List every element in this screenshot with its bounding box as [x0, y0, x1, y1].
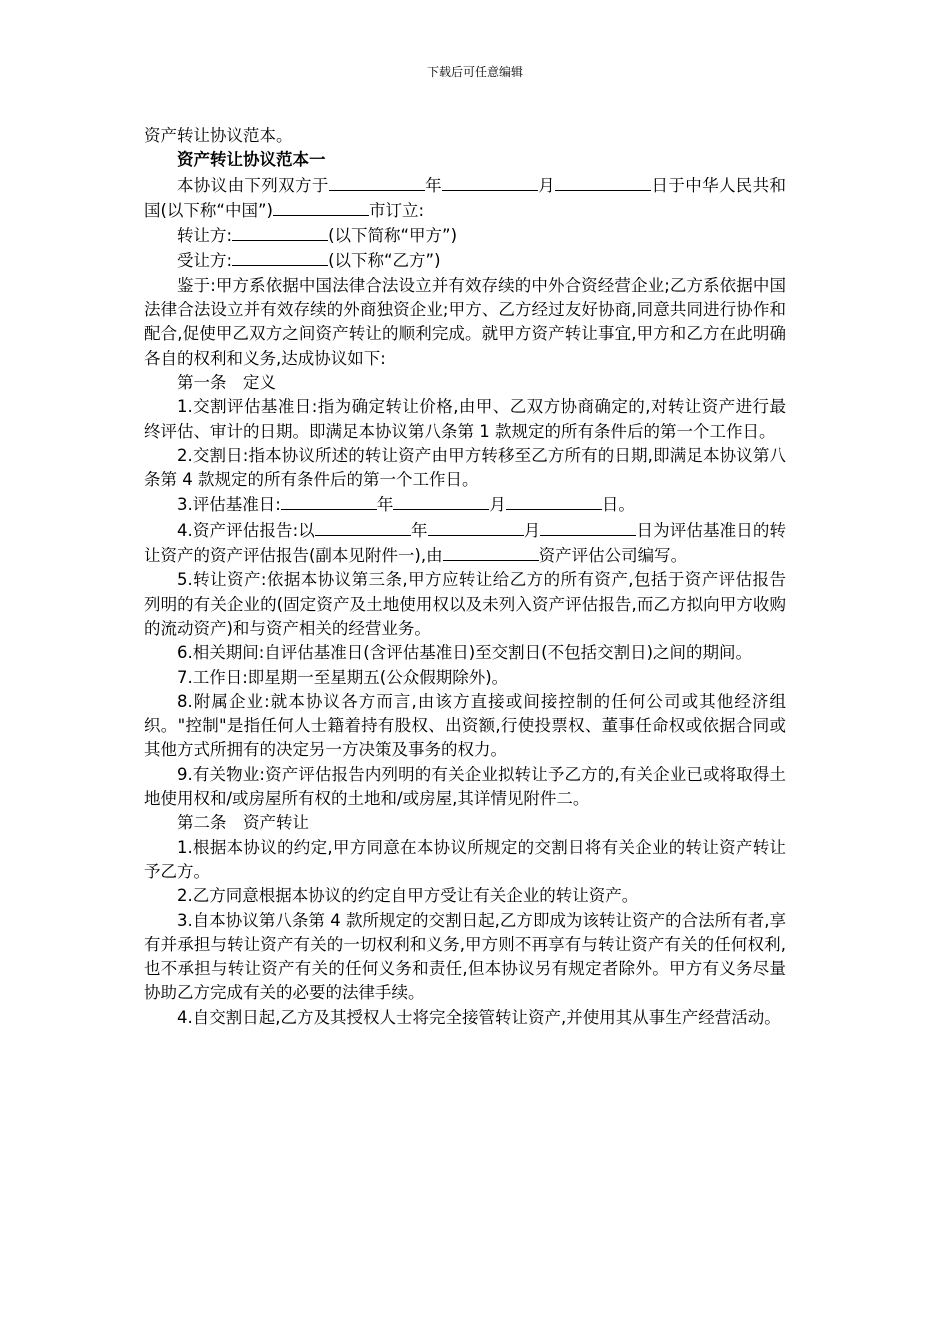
item4-company-blank [443, 543, 539, 561]
article1-item6: 6.相关期间:自评估基准日(含评估基准日)至交割日(不包括交割日)之间的期间。 [177, 643, 753, 663]
article1-title: 第一条 定义 [177, 372, 276, 392]
transferor-blank [232, 223, 328, 241]
article2-item1: 1.根据本协议的约定,甲方同意在本协议所规定的交割日将有关企业的转让资产转让予乙方。 [144, 837, 786, 881]
item3-month: 月 [489, 495, 506, 515]
article2-item2: 2.乙方同意根据本协议的约定自甲方受让有关企业的转让资产。 [177, 886, 639, 906]
item3-month-blank [393, 492, 489, 510]
article1-item4 [144, 518, 786, 569]
day-text: 日于中华人民共和国(以下称“中国”) [144, 175, 787, 220]
article2-item3: 3.自本协议第八条第 4 款所规定的交割日起,乙方即成为该转让资产的合法所有者,享有并承担与转让资产有关的一切权利和义务,甲方则不再享有与转让资产有关的任何权利,也不承担与转让资产有关的任何义务和责任,但本协议另有规定者除外。甲方有义务尽量协助乙方完成有关的必要的法律手续。 [144, 910, 786, 1003]
item3-year: 年 [376, 495, 394, 515]
article1-item5: 5.转让资产:依据本协议第三条,甲方应转让给乙方的所有资产,包括于资产评估报告列明的有关企业的(固定资产及土地使用权以及未列入资产评估报告,而乙方拟向甲方收购的流动资产)和与资产相关的经营业务。 [144, 570, 786, 638]
item3-day: 日。 [601, 495, 635, 515]
item4-mid: 日为评估基准日的转让资产的资产评估报告(副本见附件一),由 [144, 520, 787, 566]
item4-tail: 资产评估公司编写。 [538, 546, 688, 566]
month-blank [442, 173, 538, 191]
item4-year-blank [315, 518, 411, 536]
transferee-line [144, 248, 786, 273]
transferee-blank [232, 248, 328, 266]
year-blank [329, 173, 425, 191]
transferee-label: 受让方: [177, 251, 233, 271]
article1-item7: 7.工作日:即星期一至星期五(公众假期除外)。 [177, 667, 509, 687]
agreement-heading: 资产转让协议范本一 [177, 150, 326, 170]
article1-item3 [144, 492, 786, 517]
item4-month-blank [428, 518, 524, 536]
item3-label: 3.评估基准日: [177, 495, 281, 515]
item3-year-blank [281, 492, 377, 510]
city-text: 市订立: [368, 200, 425, 220]
transferor-line [144, 223, 786, 248]
recital-paragraph: 鉴于:甲方系依据中国法律合法设立并有效存续的中外合资经营企业;乙方系依据中国法律合法设立并有效存续的外商独资企业;甲方、乙方经过友好协商,同意共同进行协作和配合,促使甲乙双方之间资产转让的顺利完成。就甲方资产转让事宜,甲方和乙方在此明确各自的权利和义务,达成协议如下: [144, 275, 786, 368]
article1-item9: 9.有关物业:资产评估报告内列明的有关企业拟转让予乙方的,有关企业已或将取得土地使用权和/或房屋所有权的土地和/或房屋,其详情见附件二。 [144, 764, 786, 809]
item4-month: 月 [523, 520, 541, 540]
article2-title: 第二条 资产转让 [177, 813, 309, 833]
page-header: 下载后可任意编辑 [426, 65, 523, 79]
year-label: 年 [424, 175, 442, 195]
intro-text: 本协议由下列双方于 [177, 175, 329, 195]
item4-year: 年 [410, 520, 428, 540]
transferee-note: (以下称“乙方”) [328, 251, 441, 271]
transferor-note: (以下简称“甲方”) [328, 226, 458, 246]
item4-label: 4.资产评估报告:以 [177, 520, 315, 540]
city-blank [273, 198, 369, 216]
month-label: 月 [537, 175, 556, 195]
document-body [144, 124, 786, 1030]
intro-paragraph [144, 173, 786, 224]
transferor-label: 转让方: [177, 226, 233, 246]
document-title: 资产转让协议范本。 [144, 126, 293, 145]
item4-day-blank [540, 518, 636, 536]
day-blank [555, 173, 651, 191]
article1-item8: 8.附属企业:就本协议各方而言,由该方直接或间接控制的任何公司或其他经济组织。"控制"是指任何人士籍着持有股权、出资额,行使投票权、董事任命权或依据合同或其他方式所拥有的决定另一方决策及事务的权力。 [144, 691, 786, 760]
article1-item1: 1.交割评估基准日:指为确定转让价格,由甲、乙双方协商确定的,对转让资产进行最终评估、审计的日期。即满足本协议第八条第 1 款规定的所有条件后的第一个工作日。 [144, 397, 786, 441]
item3-day-blank [506, 492, 602, 510]
article2-item4: 4.自交割日起,乙方及其授权人士将完全接管转让资产,并使用其从事生产经营活动。 [177, 1007, 781, 1027]
article1-item2: 2.交割日:指本协议所述的转让资产由甲方转移至乙方所有的日期,即满足本协议第八条第 4 款规定的所有条件后的第一个工作日。 [144, 445, 786, 490]
